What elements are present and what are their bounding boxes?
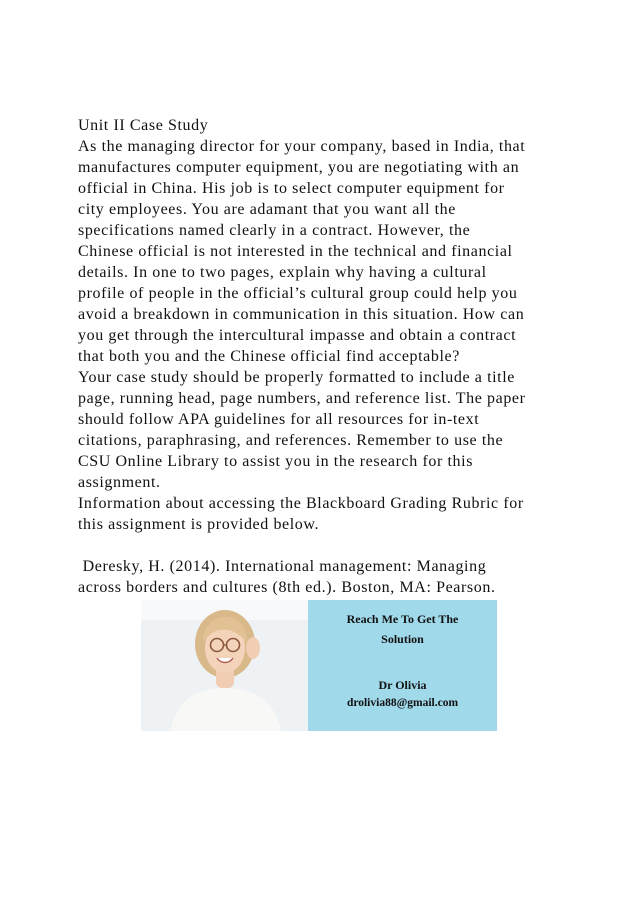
- paragraph-line: should follow APA guidelines for all resources for in-text: [78, 411, 480, 428]
- paragraph-line: this assignment is provided below.: [78, 516, 320, 533]
- paragraph-line: avoid a breakdown in communication in this situation. How can: [78, 306, 525, 323]
- paragraph-line: you get through the intercultural impasse and obtain a contract: [78, 327, 517, 344]
- contact-name: Dr Olivia: [378, 678, 427, 692]
- paragraph-line: details. In one to two pages, explain why having a cultural: [78, 264, 487, 281]
- person-illustration: [141, 600, 308, 731]
- paragraph-line: Your case study should be properly formatted to include a title: [78, 369, 515, 386]
- contact-banner: [141, 600, 497, 731]
- paragraph-line: that both you and the Chinese official find acceptable?: [78, 348, 460, 365]
- paragraph-line: profile of people in the official’s cultural group could help you: [78, 285, 518, 302]
- paragraph-line: citations, paraphrasing, and references. Remember to use the: [78, 432, 504, 449]
- reference-line: Deresky, H. (2014). International management: Managing: [78, 558, 487, 575]
- document-body: [78, 115, 578, 598]
- paragraph-line: manufactures computer equipment, you are negotiating with an: [78, 159, 520, 176]
- paragraph-line: assignment.: [78, 474, 161, 491]
- banner-heading: Reach Me To Get The: [346, 612, 459, 626]
- document-title: Unit II Case Study: [78, 117, 209, 134]
- contact-email: drolivia88@gmail.com: [346, 697, 459, 709]
- paragraph-line: city employees. You are adamant that you want all the: [78, 201, 456, 218]
- paragraph-line: CSU Online Library to assist you in the research for this: [78, 453, 474, 470]
- blank-line: [78, 535, 578, 556]
- paragraph-line: Information about accessing the Blackboard Grading Rubric for: [78, 495, 524, 512]
- paragraph-line: specifications named clearly in a contract. However, the: [78, 222, 471, 239]
- paragraph-line: Chinese official is not interested in the technical and financial: [78, 243, 513, 260]
- paragraph-line: official in China. His job is to select computer equipment for: [78, 180, 505, 197]
- paragraph-line: As the managing director for your company, based in India, that: [78, 138, 526, 155]
- banner-subheading: Solution: [381, 632, 424, 646]
- woman-photo: [141, 600, 308, 731]
- contact-panel: [308, 600, 497, 731]
- paragraph-line: page, running head, page numbers, and reference list. The paper: [78, 390, 526, 407]
- reference-line: across borders and cultures (8th ed.). Boston, MA: Pearson.: [78, 579, 496, 596]
